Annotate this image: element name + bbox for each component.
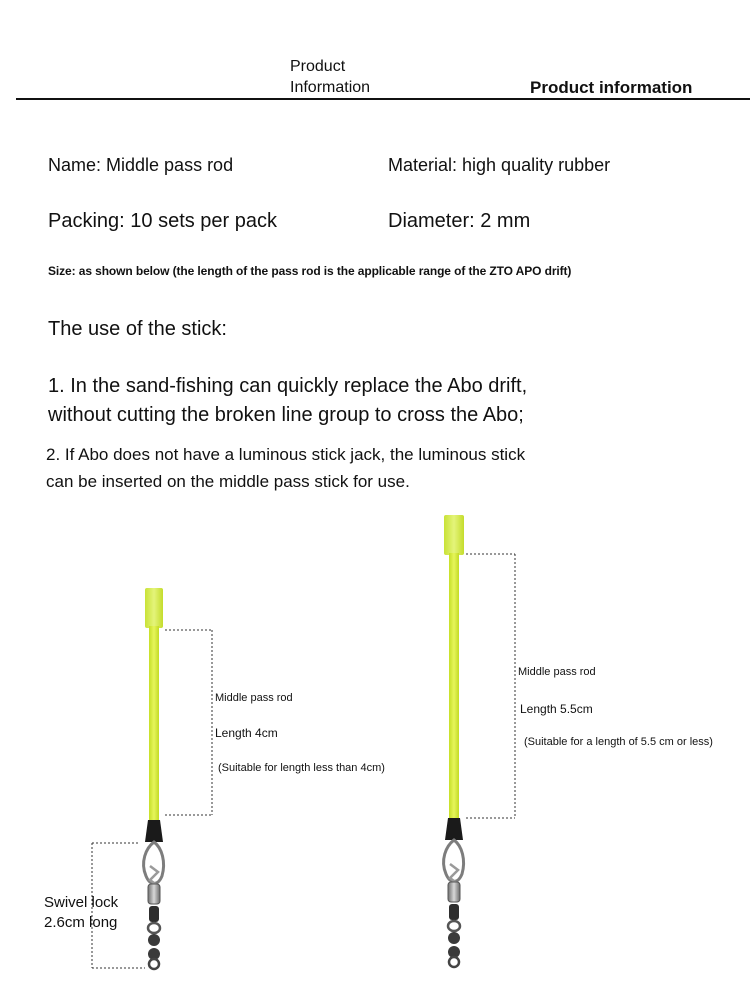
- long-rod-sleeve: [445, 818, 463, 840]
- usage-item2-line2: can be inserted on the middle pass stick for use.: [46, 472, 410, 491]
- long-rod-suitable: (Suitable for a length of 5.5 cm or less): [524, 736, 713, 748]
- usage-item1-line2: without cutting the broken line group to cross the Abo;: [48, 404, 524, 426]
- swivel-label-line2: 2.6cm long: [44, 914, 118, 931]
- header-divider: [16, 98, 750, 100]
- long-rod-dimension: [466, 554, 515, 818]
- long-rod-assembly: [444, 515, 464, 967]
- header-product-information-bold: Product information: [530, 78, 693, 97]
- header-left-line1: Product: [290, 58, 346, 75]
- short-rod-suitable: (Suitable for length less than 4cm): [218, 762, 385, 774]
- spec-material: Material: high quality rubber: [388, 155, 611, 175]
- usage-item2-line1: 2. If Abo does not have a luminous stick jack, the luminous stick: [46, 445, 526, 464]
- short-rod-sleeve: [145, 820, 163, 842]
- header-product-information: [290, 56, 370, 98]
- long-swivel: [444, 840, 464, 967]
- header-left-line2: Information: [290, 79, 371, 96]
- size-note: Size: as shown below (the length of the pass rod is the applicable range of the ZTO APO drift): [48, 264, 572, 278]
- spec-name: Name: Middle pass rod: [48, 155, 234, 175]
- short-rod-stem: [149, 626, 159, 822]
- long-rod-length: Length 5.5cm: [520, 702, 593, 716]
- long-rod-label: Middle pass rod: [518, 666, 596, 678]
- usage-title: The use of the stick:: [48, 318, 227, 340]
- spec-packing: Packing: 10 sets per pack: [48, 210, 278, 232]
- long-rod-cap: [444, 515, 464, 555]
- long-rod-stem: [449, 553, 459, 821]
- short-rod-dimension: [165, 630, 212, 815]
- short-swivel: [144, 842, 164, 969]
- swivel-label: [44, 893, 118, 933]
- short-rod-assembly: [144, 588, 164, 969]
- short-rod-label: Middle pass rod: [215, 692, 293, 704]
- swivel-label-line1: Swivel lock: [44, 894, 119, 911]
- spec-diameter: Diameter: 2 mm: [388, 210, 531, 232]
- short-rod-cap: [145, 588, 163, 628]
- short-rod-length: Length 4cm: [215, 726, 278, 740]
- usage-item1-line1: 1. In the sand-fishing can quickly replace the Abo drift,: [48, 375, 528, 397]
